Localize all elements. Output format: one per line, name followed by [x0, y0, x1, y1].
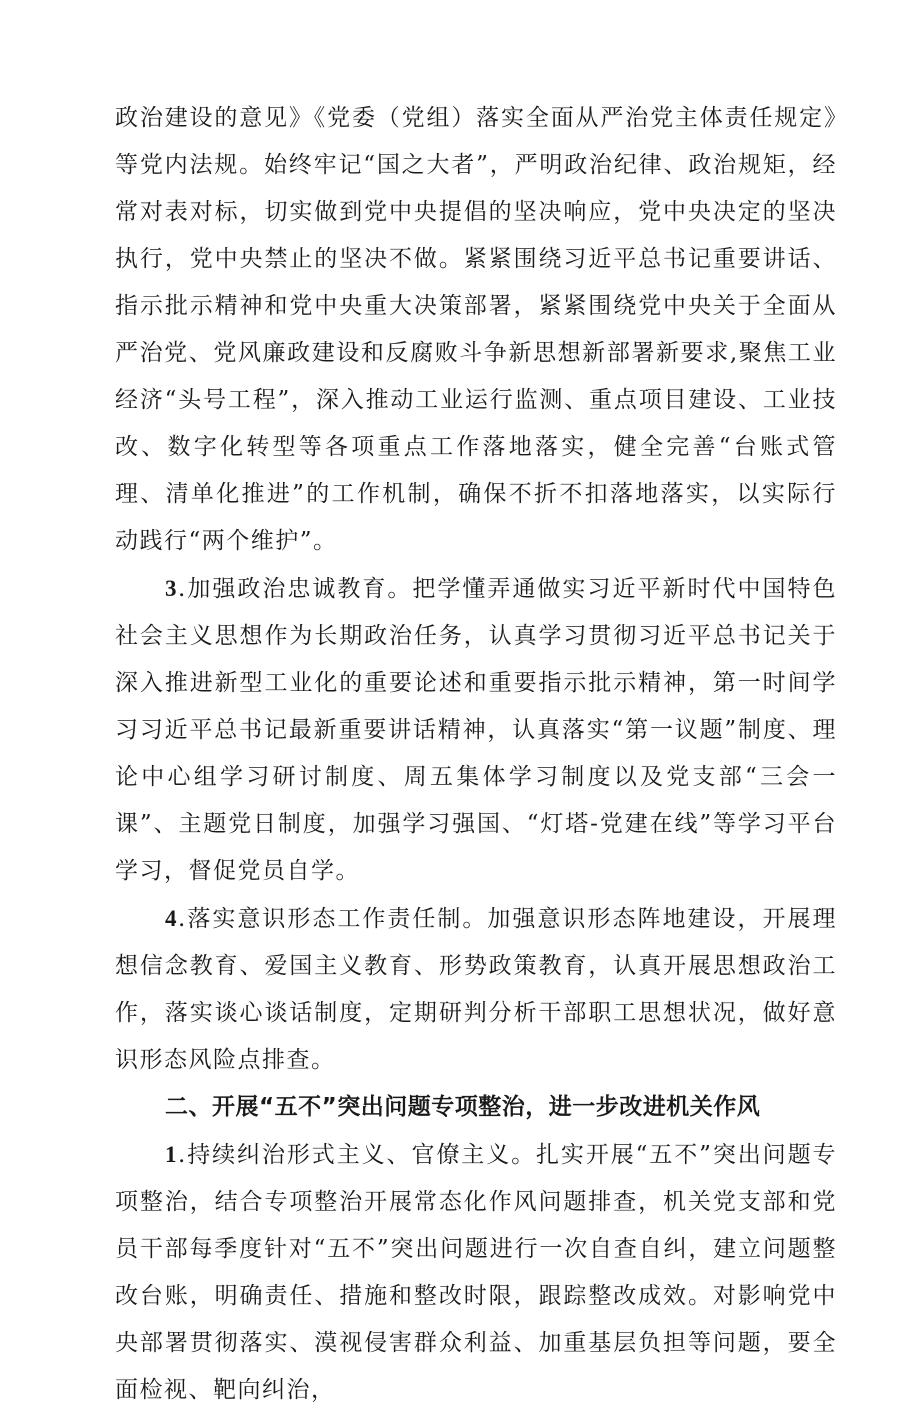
- paragraph-1-section-2: [115, 1131, 837, 1414]
- section-heading: 二、开展“五不”突出问题专项整治，进一步改进机关作风: [165, 1094, 761, 1120]
- item-number: 1: [165, 1142, 178, 1167]
- paragraph-text: .加强政治忠诚教育。把学懂弄通做实习近平新时代中国特色社会主义思想作为长期政治任务，认真学习贯彻习近平总书记关于深入推进新型工业化的重要论述和重要指示批示精神，第一时间学习习近平总书记最新重要讲话精神，认真落实“第一议题”制度、理论中心组学习研讨制度、周五集体学习制度以及党支部“三会一课”、主题党日制度，加强学习强国、“灯塔-党建在线”等学习平台学习，督促党员自学。: [115, 576, 837, 884]
- paragraph-text: .持续纠治形式主义、官僚主义。扎实开展“五不”突出问题专项整治，结合专项整治开展常态化作风问题排查，机关党支部和党员干部每季度针对“五不”突出问题进行一次自查自纠，建立问题整改台账，明确责任、措施和整改时限，跟踪整改成效。对影响党中央部署贯彻落实、漠视侵害群众利益、加重基层负担等问题，要全面检视、靶向纠治，: [115, 1142, 837, 1403]
- item-number: 4: [165, 906, 178, 931]
- paragraph-text: .落实意识形态工作责任制。加强意识形态阵地建设，开展理想信念教育、爱国主义教育、形势政策教育，认真开展思想政治工作，落实谈心谈话制度，定期研判分析干部职工思想状况，做好意识形态风险点排查。: [115, 906, 837, 1073]
- paragraph-continued: 政治建设的意见》《党委（党组）落实全面从严治党主体责任规定》等党内法规。始终牢记“国之大者”，严明政治纪律、政治规矩，经常对表对标，切实做到党中央提倡的坚决响应，党中央决定的坚决执行，党中央禁止的坚决不做。紧紧围绕习近平总书记重要讲话、指示批示精神和党中央重大决策部署，紧紧围绕党中央关于全面从严治党、党风廉政建设和反腐败斗争新思想新部署新要求,聚焦工业经济“头号工程”，深入推动工业运行监测、重点项目建设、工业技改、数字化转型等各项重点工作落地落实，健全完善“台账式管理、清单化推进”的工作机制，确保不折不扣落地落实，以实际行动践行“两个维护”。: [115, 105, 837, 554]
- item-number: 3: [165, 576, 178, 601]
- document-body: [115, 95, 837, 1414]
- paragraph-4: [115, 895, 837, 1084]
- paragraph-3: [115, 565, 837, 895]
